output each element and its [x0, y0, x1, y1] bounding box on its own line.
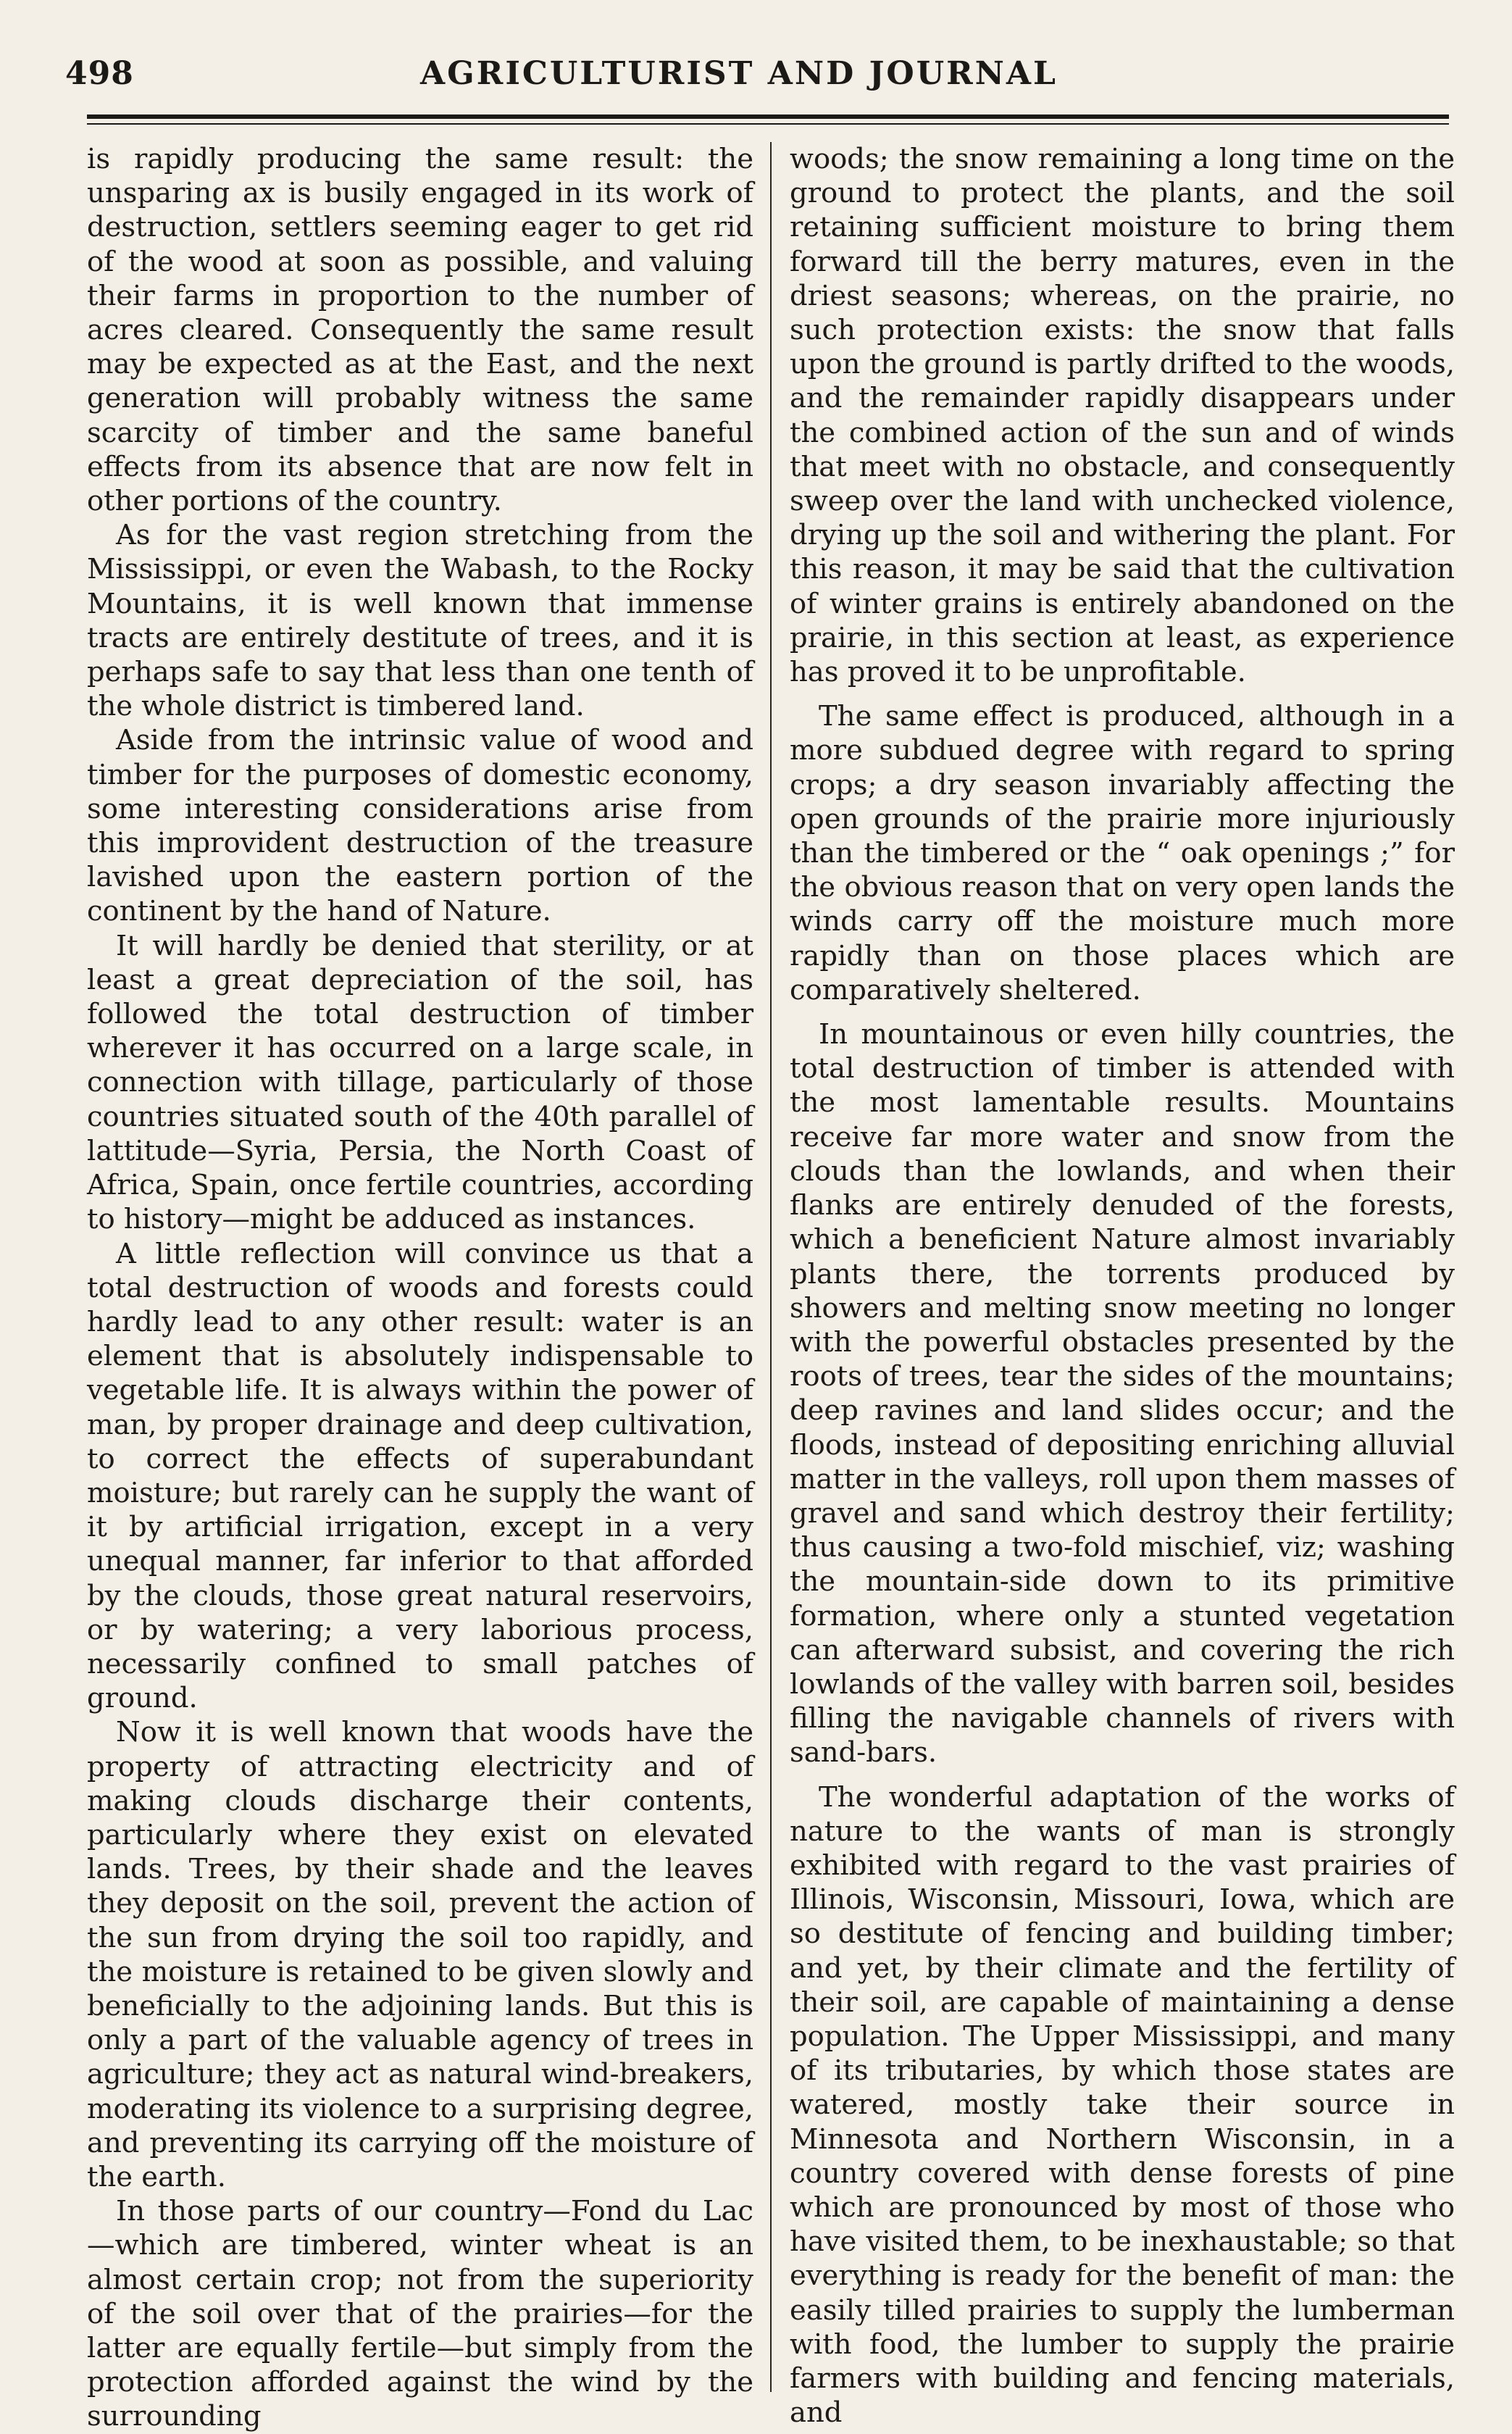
paragraph: Aside from the intrinsic value of wood and timber for the purposes of domestic economy, some interesting considerations arise from this improvident destruction of the treasure lavished upon the eastern portion of the continent by the hand of Nature. — [87, 724, 753, 928]
column-divider — [770, 142, 772, 2392]
paragraph: is rapidly producing the same result: the unsparing ax is busily engaged in its work of destruction, settlers seeming eager to get rid of the wood at soon as possible, and valuing their farms in proportion to the number of acres cleared. Consequently the same result may be expected as at the East, and the next generation will probably witness the same scarcity of timber and the same baneful effects from its absence that are now felt in other portions of the country. — [87, 143, 753, 518]
page-header — [65, 49, 1442, 100]
paragraph: A little reflection will convince us that a total destruction of woods and forests could hardly lead to any other result: water is an element that is absolutely indispensable to vegetable life. It is always within the power of man, by proper drainage and deep cultivation, to correct the effects of superabundant moisture; but rarely can he supply the want of it by artificial irrigation, except in a very unequal manner, far inferior to that afforded by the clouds, those great natural reservoirs, or by watering; a very laborious process, necessarily confined to small patches of ground. — [87, 1237, 753, 1715]
header-rule-thick — [87, 114, 1449, 119]
paragraph: Now it is well known that woods have the property of attracting electricity and of making clouds discharge their contents, particularly where they exist on elevated lands. Trees, by their shade and the leaves they deposit on the soil, prevent the action of the sun from drying the soil too rapidly, and the moisture is retained to be given slowly and beneficially to the adjoining lands. But this is only a part of the valuable agency of trees in agriculture; they act as natural wind-breakers, moderating its violence to a surprising degree, and preventing its carrying off the moisture of the earth. — [87, 1716, 753, 2193]
left-column — [87, 142, 753, 2434]
right-column — [790, 142, 1455, 2430]
header-rule-thin — [87, 123, 1449, 125]
paragraph: The same effect is produced, although in a more subdued degree with regard to spring crops; a dry season invariably affecting the open grounds of the prairie more injuriously than the timbered or the “ oak openings ;” for the obvious reason that on very open lands the winds carry off the moisture much more rapidly than on those places which are comparatively sheltered. — [790, 700, 1455, 1006]
paragraph: In those parts of our country—Fond du Lac—which are timbered, winter wheat is an almost certain crop; not from the superiority of the soil over that of the prairies—for the latter are equally fertile—but simply from the protection afforded against the wind by the surrounding — [87, 2195, 753, 2433]
page-number: 498 — [65, 55, 134, 92]
paragraph: woods; the snow remaining a long time on the ground to protect the plants, and the soil retaining sufficient moisture to bring them forward till the berry matures, even in the driest seasons; whereas, on the prairie, no such protection exists: the snow that falls upon the ground is partly drifted to the woods, and the remainder rapidly disappears under the combined action of the sun and of winds that meet with no obstacle, and consequently sweep over the land with unchecked violence, drying up the soil and withering the plant. For this reason, it may be said that the cultivation of winter grains is entirely abandoned on the prairie, in this section at least, as experience has proved it to be unprofitable. — [790, 143, 1455, 689]
paragraph: The wonderful adaptation of the works of nature to the wants of man is strongly exhibited with regard to the vast prairies of Illinois, Wisconsin, Missouri, Iowa, which are so destitute of fencing and building timber; and yet, by their climate and the fertility of their soil, are capable of maintaining a dense population. The Upper Mississippi, and many of its tributaries, by which those states are watered, mostly take their source in Minnesota and Northern Wisconsin, in a country covered with dense forests of pine which are pronounced by most of those who have visited them, to be inexhaustable; so that everything is ready for the benefit of man: the easily tilled prairies to supply the lumberman with food, the lumber to supply the prairie farmers with building and fencing materials, and — [790, 1780, 1455, 2430]
paragraph: As for the vast region stretching from the Mississippi, or even the Wabash, to the Rocky Mountains, it is well known that immense tracts are entirely destitute of trees, and it is perhaps safe to say that less than one tenth of the whole district is timbered land. — [87, 519, 753, 723]
paragraph: In mountainous or even hilly countries, the total destruction of timber is attended with the most lamentable results. Mountains receive far more water and snow from the clouds than the lowlands, and when their flanks are entirely denuded of the forests, which a beneficient Nature almost invariably plants there, the torrents produced by showers and melting snow meeting no longer with the powerful obstacles presented by the roots of trees, tear the sides of the mountains; deep ravines and land slides occur; and the floods, instead of depositing enriching alluvial matter in the valleys, roll upon them masses of gravel and sand which destroy their fertility; thus causing a two-fold mischief, viz; washing the mountain-side down to its primitive formation, where only a stunted vegetation can afterward subsist, and covering the rich lowlands of the valley with barren soil, besides filling the navigable channels of rivers with sand-bars. — [790, 1018, 1455, 1770]
running-head: AGRICULTURIST AND JOURNAL — [420, 55, 1058, 92]
paragraph: It will hardly be denied that sterility, or at least a great depreciation of the soil, has followed the total destruction of timber wherever it has occurred on a large scale, in connection with tillage, particularly of those countries situated south of the 40th parallel of lattitude—Syria, Persia, the North Coast of Africa, Spain, once fertile countries, according to history—might be adduced as instances. — [87, 929, 753, 1236]
